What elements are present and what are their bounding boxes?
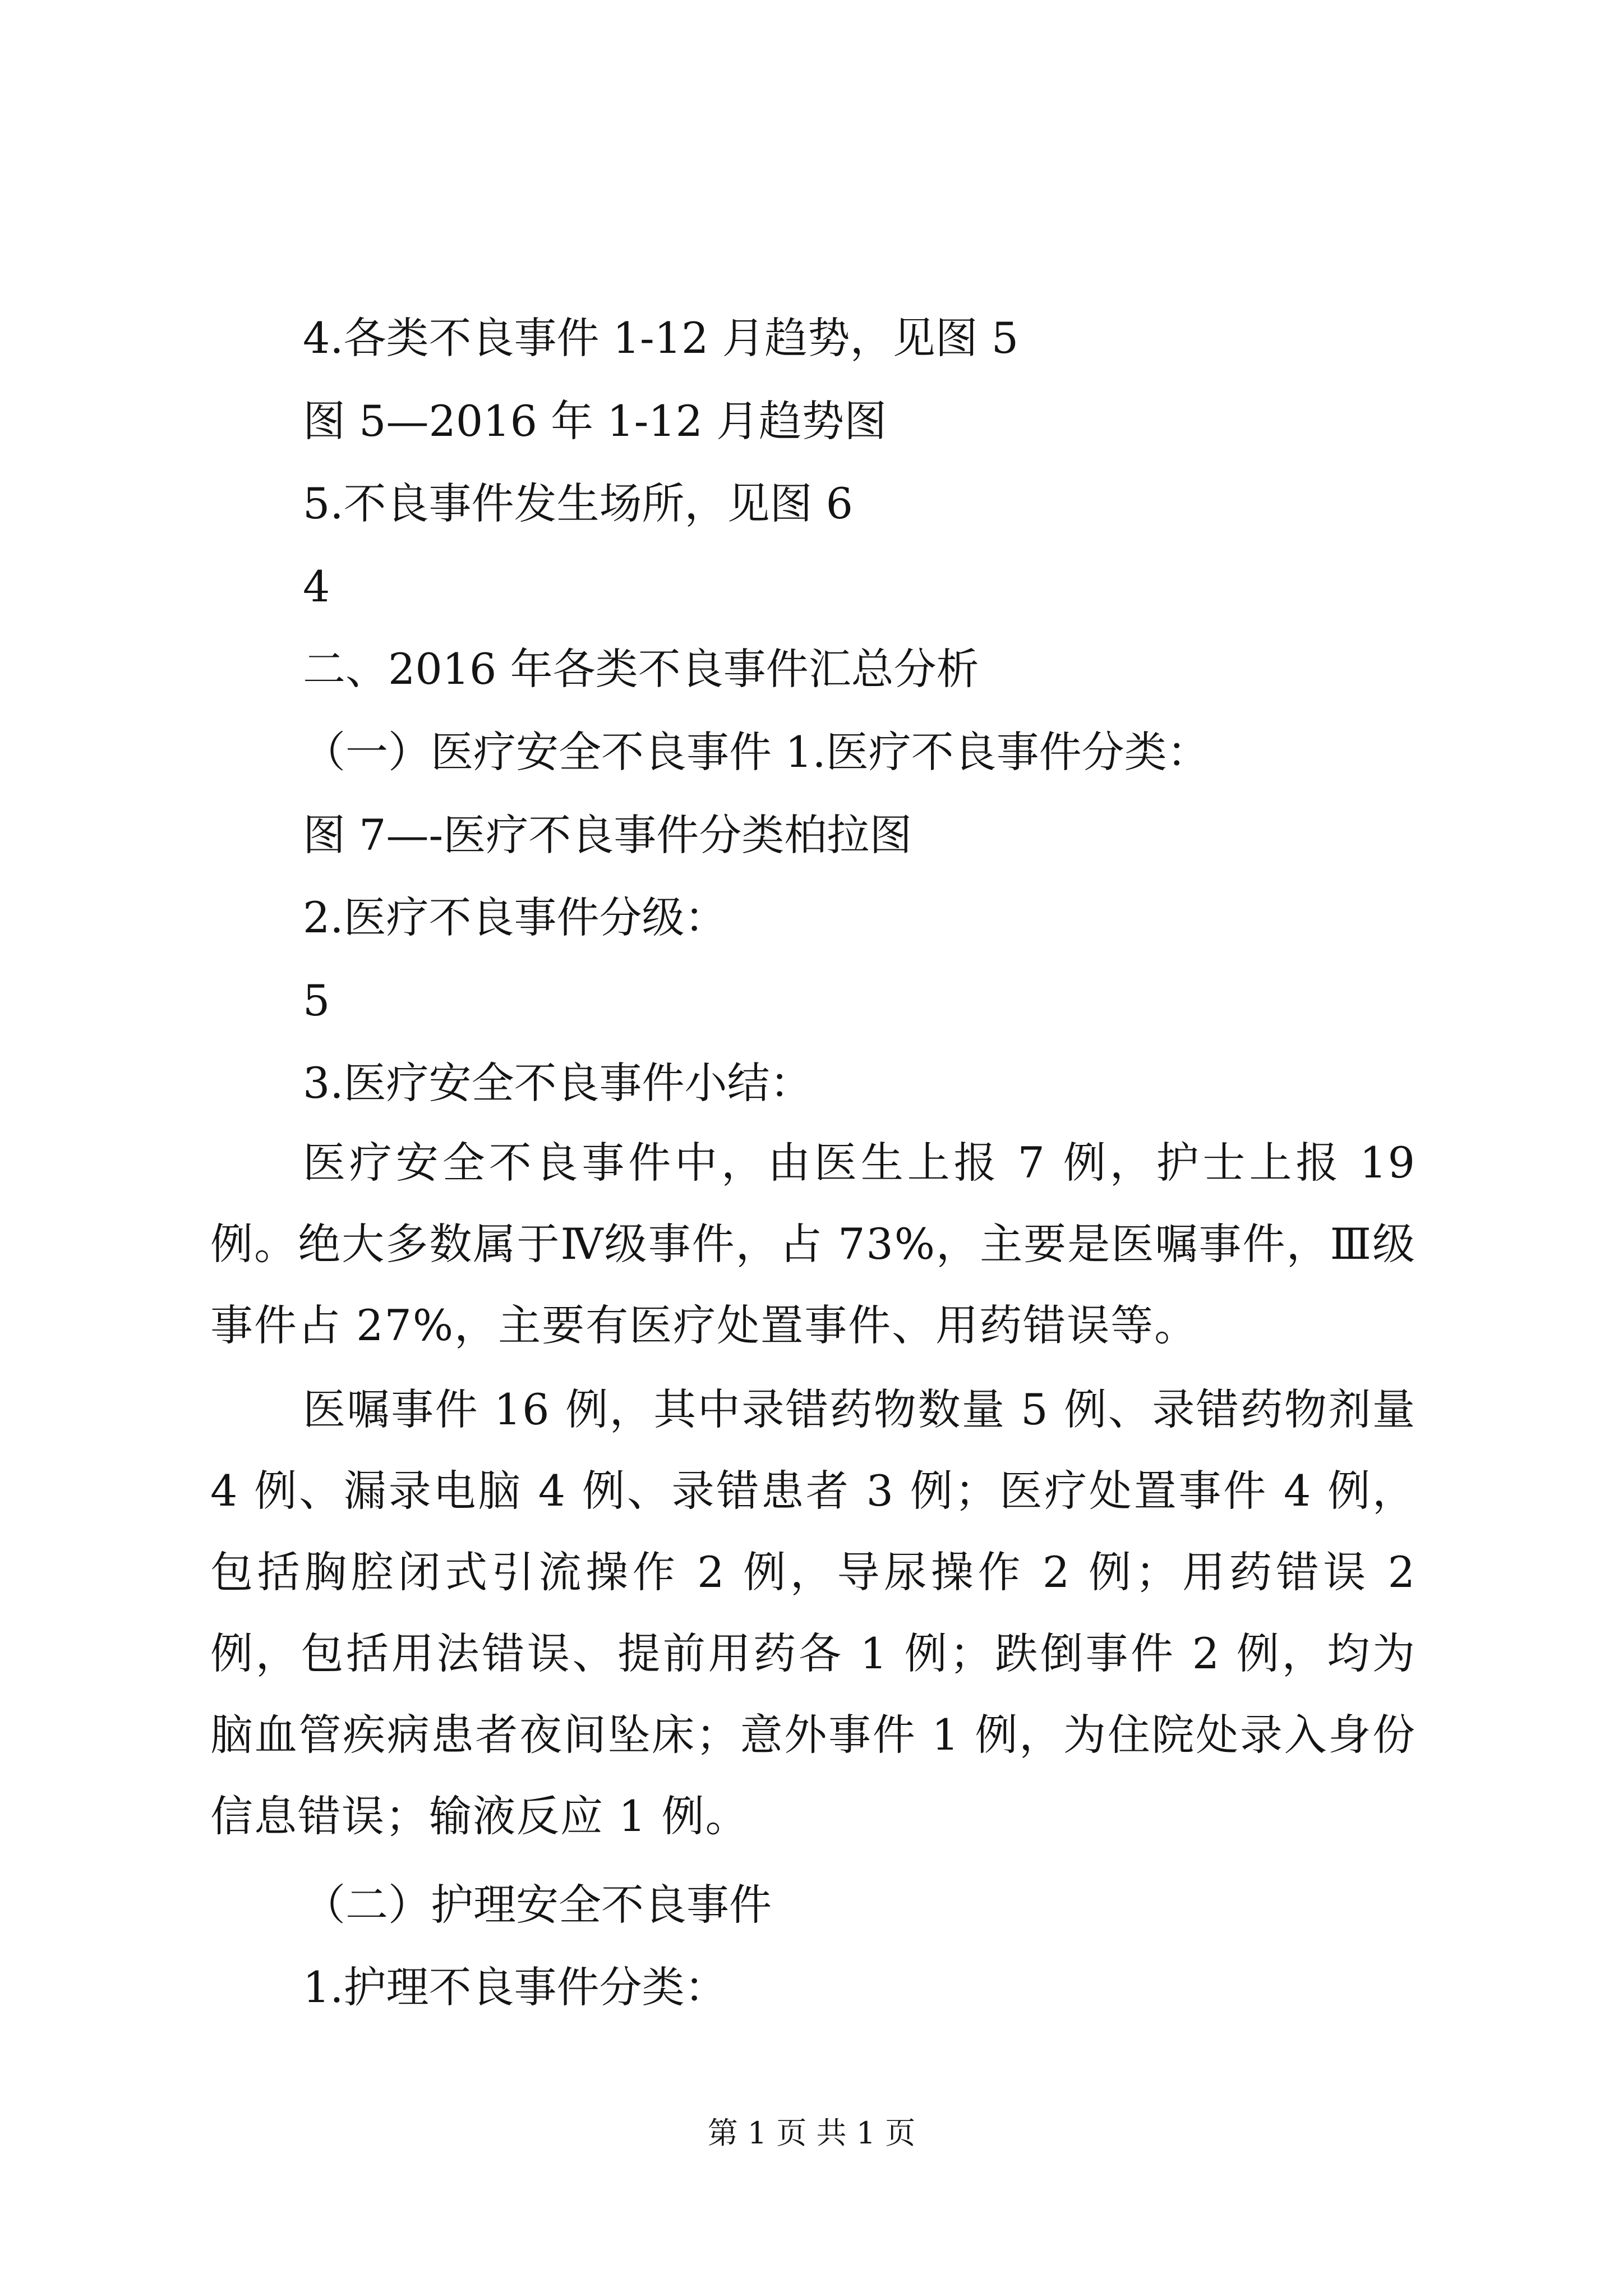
heading-trend: 4.各类不良事件 1-12 月趋势，见图 5 [303, 313, 1019, 363]
page-marker-5: 5 [303, 976, 330, 1025]
heading-grading: 2.医疗不良事件分级： [303, 892, 727, 942]
paragraph-event-details: 医嘱事件 16 例，其中录错药物数量 5 例、录错药物剂量 4 例、漏录电脑 4 例、录错患者 3 例；医疗处置事件 4 例，包括胸腔闭式引流操作 2 例，导尿操作 2 例；用药错误 2 例，包括用法错误、提前用药各 1 例；跌倒事件 2 例，均为脑血管疾病患者夜间坠床；意外事件 1 例，为住院处录入身份信息错误；输液反应 1 例。 [210, 1384, 1416, 1841]
heading-summary: 3.医疗安全不良事件小结： [303, 1058, 813, 1108]
figure-caption-5: 图 5—2016 年 1-12 月趋势图 [303, 396, 887, 446]
heading-nursing-classification: 1.护理不良事件分类： [303, 1962, 727, 2012]
page-marker-4: 4 [303, 562, 330, 611]
figure-caption-7: 图 7—-医疗不良事件分类柏拉图 [303, 810, 912, 860]
subsection-nursing-safety: （二）护理安全不良事件 [303, 1880, 772, 1930]
subsection-medical-safety: （一）医疗安全不良事件 1.医疗不良事件分类： [303, 727, 1210, 777]
page-footer: 第 1 页 共 1 页 [707, 2115, 916, 2151]
paragraph-reporting-summary: 医疗安全不良事件中，由医生上报 7 例，护士上报 19 例。绝大多数属于Ⅳ级事件，占 73%，主要是医嘱事件，Ⅲ级事件占 27%，主要有医疗处置事件、用药错误等。 [210, 1138, 1416, 1350]
section-title-summary: 二、2016 年各类不良事件汇总分析 [303, 644, 979, 694]
heading-location: 5.不良事件发生场所，见图 6 [303, 478, 854, 528]
